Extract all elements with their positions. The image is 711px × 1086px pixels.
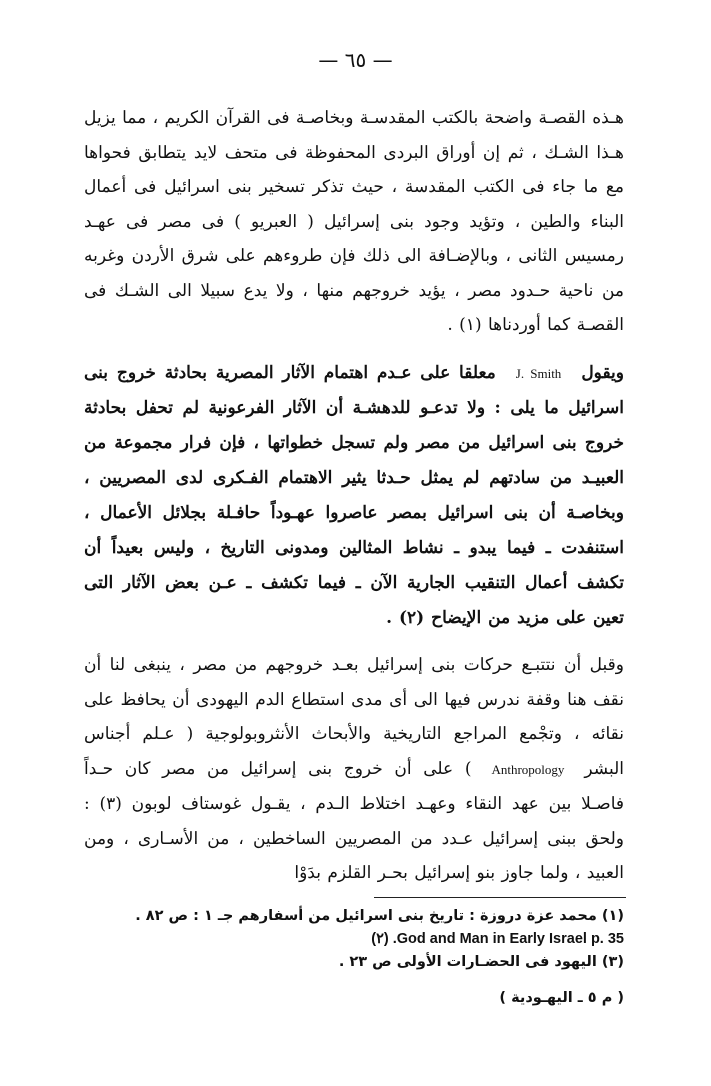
paragraph-1: ﻫـذه القصـة واضحة بالكتب المقدسـة وبخاصـة فى القرآن الكريم ، مما يزيل هـذا الشـك ، ثم إن أوراق البردى المحفوظة فى متحف لايد يتطابق فحواها مع ما جاء فى الكتب المقدسة ، حيث تذكر تسخير بنى اسرائيل فى أعمال البناء والطين ، وتؤيد وجود بنى إسرائيل ( العبريو ) فى مصر فى عهـد رمسيس الثانى ، وبالإضـافة الى ذلك فإن طروءهم على شرق الأردن وغربه من ناحية حـدود مصر ، يؤيد خروجهم منها ، ولا يدع سبيلا الى الشـك فى القصـة كما أوردناها (١) . <box>84 108 624 335</box>
paragraph-3 <box>84 648 624 891</box>
footnote-2: God and Man in Early Israel p. 35. (٢) <box>371 931 624 947</box>
paragraph-2 <box>84 356 624 636</box>
paragraph-2-lead: ويقول <box>581 363 624 383</box>
anthropology-term: Anthropology <box>491 761 565 777</box>
footnotes <box>84 905 624 974</box>
page-number: — ٦٥ — <box>318 48 393 72</box>
footnote-3: (٣) اليهود فى الحضـارات الأولى ص ٢٣ . <box>338 954 624 970</box>
paragraph-3-part2: ) على أن خروج بنى إسرائيل من مصر كان حـداً فاصـلا بين عهد النقاء وعهـد اختلاط الـدم ، يقـول غوستاف لوبون (٣) : ولحق ببنى إسرائيل عـدد من المصريين الساخطين ، من الأسـارى ، ومن العبيد ، ولما جاوز بنو إسرائيل بحـر القلزم بدَوْا <box>84 758 625 883</box>
chapter-signature: ( م ٥ ـ اليهـودية ) <box>499 990 624 1006</box>
footnote-divider <box>374 897 626 898</box>
footnote-1: (١) محمد عزة دروزة : تاريخ بنى اسرائيل من أسفارهم جـ ١ : ص ٨٢ . <box>135 908 624 924</box>
author-name: J. Smith <box>515 366 562 381</box>
paragraph-3-part1: وقبل أن نتتبـع حركات بنى إسرائيل بعـد خروجهم من مصر ، ينبغى لنا أن نقف هنا وقفة ندرس فيها الى أى مدى استطاع الدم اليهودى أن يحافظ على نقائه ، وتجْمع المراجع التاريخية والأبحاث الأنثروبولوجية ( عـلم أجناس البشر <box>84 655 624 779</box>
paragraph-2-body: معلقا على عـدم اهتمام الآثار المصرية بحادثة خروج بنى اسرائيل ما يلى : ولا تدعـو للدهشـة أن الآثار الفرعونية لم تحفل بحادثة خروج بنى اسرائيل من مصر ولم تسجل خطواتها ، فإن فرار مجموعة من العبيـد من سادتهم لم يمثل حـدثا يثير الاهتمام الفـكرى لدى المصريين ، وبخاصـة أن بنى اسرائيل بمصر عاصروا عهـوداً حافـلة بجلائل الأعمال ، استنفدت ـ فيما يبدو ـ نشاط المثالين ومدونى التاريخ ، وليس بعيداً أن تكشف أعمال التنقيب الجارية الآن ـ فيما تكشف ـ عـن بعض الآثار التى تعين على مزيد من الإيضاح (٢) . <box>84 363 624 628</box>
